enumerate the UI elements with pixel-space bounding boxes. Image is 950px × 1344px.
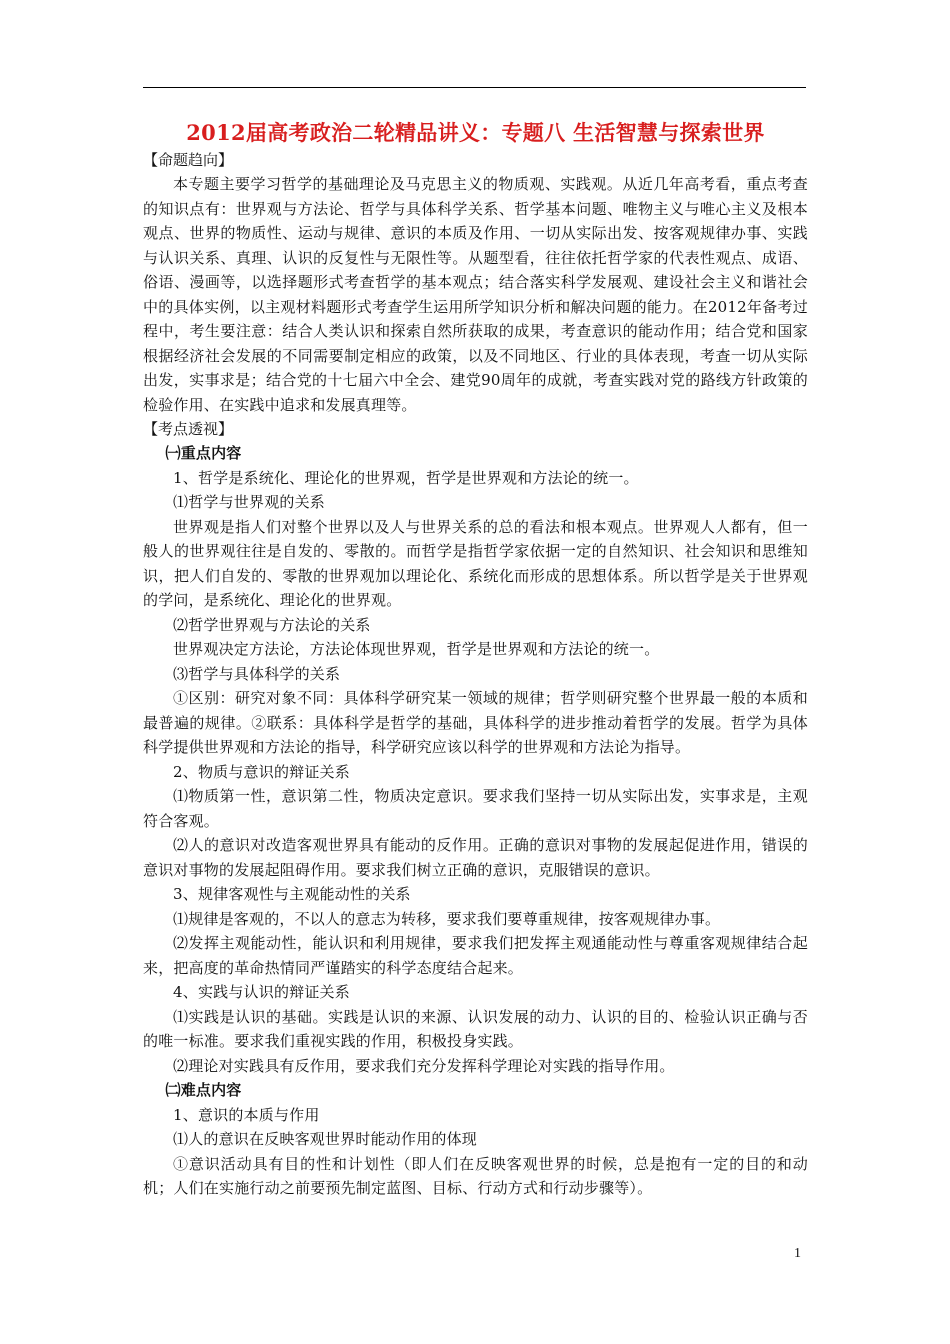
hard-point-1-heading: 1、意识的本质与作用 — [173, 1105, 320, 1124]
point-3-heading: 3、规律客观性与主观能动性的关系 — [173, 885, 411, 903]
document-title: 2012届高考政治二轮精品讲义：专题八 生活智慧与探索世界 — [186, 120, 765, 145]
point-3-1-text: ⑴规律是客观的，不以人的意志为转移，要求我们要尊重规律，按客观规律办事。 — [173, 909, 721, 928]
point-1-heading: 1、哲学是系统化、理论化的世界观，哲学是世界观和方法论的统一。 — [173, 468, 639, 487]
point-2-1-text: ⑴物质第一性，意识第二性，物质决定意识。要求我们坚持一切从实际出发，实事求是，主观符合客观。 — [143, 787, 808, 830]
point-4-heading: 4、实践与认识的辩证关系 — [173, 983, 350, 1001]
section-heading-trend: 【命题趋向】 — [143, 151, 234, 169]
point-1-2-text: 世界观决定方法论，方法论体现世界观，哲学是世界观和方法论的统一。 — [173, 640, 660, 658]
page-number: 1 — [794, 1246, 801, 1261]
point-1-3-text: ①区别：研究对象不同：具体科学研究某一领域的规律；哲学则研究整个世界最一般的本质和最普遍的规律。②联系：具体科学是哲学的基础，具体科学的进步推动着哲学的发展。哲学为具体科学提供世界观和方法论的指导，科学研究应该以科学的世界观和方法论为指导。 — [143, 689, 808, 756]
key-content-heading: ㈠重点内容 — [165, 444, 242, 462]
section-heading-analysis: 【考点透视】 — [143, 420, 234, 438]
point-4-1-text: ⑴实践是认识的基础。实践是认识的来源、认识发展的动力、认识的目的、检验认识正确与否的唯一标准。要求我们重视实践的作用，积极投身实践。 — [143, 1007, 808, 1050]
point-3-2-text: ⑵发挥主观能动性，能认识和利用规律，要求我们把发挥主观通能动性与尊重客观规律结合起来，把高度的革命热情同严谨踏实的科学态度结合起来。 — [143, 934, 808, 977]
hard-point-1-1-heading: ⑴人的意识在反映客观世界时能动作用的体现 — [173, 1130, 478, 1148]
point-1-1-text: 世界观是指人们对整个世界以及人与世界关系的总的看法和根本观点。世界观人人都有，但一般人的世界观往往是自发的、零散的。而哲学是指哲学家依据一定的自然知识、社会知识和思维知识，把人们自发的、零散的世界观加以理论化、系统化而形成的思想体系。所以哲学是关于世界观的学问，是系统化、理论化的世界观。 — [143, 517, 808, 609]
point-1-2-heading: ⑵哲学世界观与方法论的关系 — [173, 615, 371, 634]
header-rule — [143, 87, 806, 88]
point-2-heading: 2、物质与意识的辩证关系 — [173, 762, 350, 781]
intro-paragraph: 本专题主要学习哲学的基础理论及马克思主义的物质观、实践观。从近几年高考看，重点考查的知识点有：世界观与方法论、哲学与具体科学关系、哲学基本问题、唯物主义与唯心主义及根本观点、世界的物质性、运动与规律、意识的本质及作用、一切从实际出发、按客观规律办事、实践与认识关系、真理、认识的反复性与无限性等。从题型看，往往依托哲学家的代表性观点、成语、俗语、漫画等，以选择题形式考查哲学的基本观点；结合落实科学发展观、建设社会主义和谐社会中的具体实例，以主观材料题形式考查学生运用所学知识分析和解决问题的能力。在2012年备考过程中，考生要注意：结合人类认识和探索自然所获取的成果，考查意识的能动作用；结合党和国家根据经济社会发展的不同需要制定相应的政策，以及不同地区、行业的具体表现，考查一切从实际出发，实事求是；结合党的十七届六中全会、建党90周年的成就，考查实践对党的路线方针政策的检验作用、在实践中追求和发展真理等。 — [143, 175, 808, 414]
point-2-2-text: ⑵人的意识对改造客观世界具有能动的反作用。正确的意识对事物的发展起促进作用，错误的意识对事物的发展起阻碍作用。要求我们树立正确的意识，克服错误的意识。 — [143, 836, 808, 879]
hard-point-1-1-text: ①意识活动具有目的性和计划性（即人们在反映客观世界的时候，总是抱有一定的目的和动机；人们在实施行动之前要预先制定蓝图、目标、行动方式和行动步骤等）。 — [143, 1154, 808, 1197]
point-1-1-heading: ⑴哲学与世界观的关系 — [173, 493, 326, 511]
hard-content-heading: ㈡难点内容 — [165, 1081, 242, 1099]
document-body — [143, 118, 808, 1201]
point-4-2-text: ⑵理论对实践具有反作用，要求我们充分发挥科学理论对实践的指导作用。 — [173, 1056, 675, 1075]
point-1-3-heading: ⑶哲学与具体科学的关系 — [173, 664, 341, 683]
